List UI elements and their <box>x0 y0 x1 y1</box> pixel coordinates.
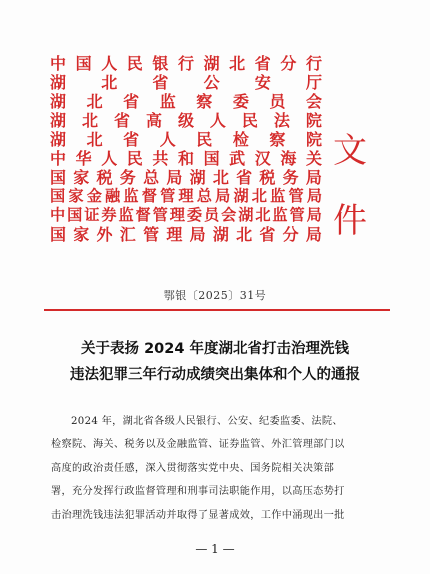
issuer-line <box>50 111 322 130</box>
issuer-char: 关 <box>305 149 322 168</box>
issuer-char: 民 <box>126 54 143 73</box>
issuer-char: 人 <box>101 149 118 168</box>
body-line: 高度的政治责任感，深入贯彻落实党中央、国务院相关决策部 <box>51 462 335 474</box>
issuer-char: 员 <box>203 206 220 224</box>
title-line-1: 关于表扬 2024 年度湖北省打击治理洗钱 <box>81 341 349 357</box>
issuer-char: 监 <box>270 187 286 205</box>
issuer-char: 国 <box>67 206 83 224</box>
issuer-char: 理 <box>178 187 194 205</box>
issuer-char: 国 <box>50 187 66 205</box>
issuer-line <box>50 149 322 168</box>
issuer-char: 会 <box>221 206 237 224</box>
issuer-char: 国 <box>50 225 67 244</box>
issuer-char: 北 <box>86 92 103 111</box>
issuer-char: 外 <box>96 225 113 244</box>
issuer-char: 省 <box>113 111 130 130</box>
issuer-char: 北 <box>81 111 98 130</box>
issuer-char: 监 <box>123 187 139 205</box>
issuer-char: 委 <box>186 206 203 224</box>
issuer-line <box>50 73 322 92</box>
issuer-char: 监 <box>118 206 134 224</box>
issuer-char: 中 <box>50 54 67 73</box>
issuer-char: 总 <box>196 187 212 205</box>
issuer-char: 总 <box>143 168 160 187</box>
issuer-char: 湖 <box>203 54 220 73</box>
issuer-char: 局 <box>166 168 183 187</box>
issuer-char: 省 <box>123 130 140 149</box>
issuer-char: 共 <box>152 149 169 168</box>
issuer-char: 督 <box>141 187 157 205</box>
issuer-char: 局 <box>189 225 206 244</box>
issuer-char: 北 <box>86 130 103 149</box>
issuer-char: 局 <box>305 225 322 244</box>
issuer-char: 税 <box>259 168 276 187</box>
issuer-char: 行 <box>305 54 322 73</box>
issuer-char: 家 <box>68 187 84 205</box>
issuer-char: 院 <box>305 111 322 130</box>
issuer-char: 务 <box>119 168 136 187</box>
issuer-char: 省 <box>259 225 276 244</box>
issuer-char: 管 <box>289 206 305 224</box>
issuer-char: 证 <box>84 206 100 224</box>
issuer-line <box>50 130 322 149</box>
issuer-char: 法 <box>273 111 290 130</box>
issuer-line <box>50 54 322 73</box>
page-number: — 1 — <box>195 542 235 556</box>
issuer-line <box>50 225 322 244</box>
issuer-char: 人 <box>159 130 176 149</box>
issuer-char: 察 <box>196 92 213 111</box>
issuer-char: 分 <box>280 54 297 73</box>
body-text <box>51 410 379 527</box>
issuer-char: 会 <box>305 92 322 111</box>
issuer-char: 融 <box>105 187 121 205</box>
issuer-char: 务 <box>282 168 299 187</box>
issuer-char: 厅 <box>305 73 322 92</box>
issuer-char: 北 <box>212 168 229 187</box>
issuer-char: 人 <box>209 111 226 130</box>
issuer-char: 管 <box>288 187 304 205</box>
issuer-char: 委 <box>232 92 249 111</box>
issuer-char: 华 <box>75 149 92 168</box>
issuer-char: 行 <box>177 54 194 73</box>
issuer-char: 湖 <box>50 130 67 149</box>
issuer-char: 省 <box>152 73 169 92</box>
issuer-char: 湖 <box>50 73 67 92</box>
issuer-char: 级 <box>177 111 194 130</box>
issuer-line <box>50 187 322 206</box>
issuer-char: 理 <box>169 206 185 224</box>
issuer-char: 局 <box>306 187 322 205</box>
issuer-char: 湖 <box>233 187 249 205</box>
issuer-char: 国 <box>75 54 92 73</box>
issuer-char: 理 <box>166 225 183 244</box>
issuer-char: 局 <box>305 168 322 187</box>
body-line: 署，充分发挥行政监督管理和刑事司法职能作用，以高压态势打 <box>51 486 345 498</box>
issuer-char: 和 <box>177 149 194 168</box>
issuer-char: 省 <box>254 54 271 73</box>
document-mark: 文件 <box>333 131 363 241</box>
issuer-char: 管 <box>160 187 176 205</box>
issuer-char: 海 <box>280 149 297 168</box>
issuer-char: 券 <box>101 206 117 224</box>
issuer-line <box>50 92 322 111</box>
issuer-char: 高 <box>145 111 162 130</box>
issuer-char: 员 <box>269 92 286 111</box>
issuer-char: 民 <box>196 130 213 149</box>
issuer-char: 省 <box>123 92 140 111</box>
issuer-char: 局 <box>215 187 231 205</box>
issuer-char: 北 <box>255 206 271 224</box>
issuer-char: 监 <box>159 92 176 111</box>
issuer-char: 湖 <box>212 225 229 244</box>
issuer-char: 分 <box>282 225 299 244</box>
issuer-char: 中 <box>50 149 67 168</box>
issuer-char: 公 <box>203 73 220 92</box>
issuer-char: 湖 <box>189 168 206 187</box>
issuer-char: 局 <box>306 206 322 224</box>
issuer-char: 北 <box>251 187 267 205</box>
title-line-2: 违法犯罪三年行动成绩突出集体和个人的通报 <box>70 367 360 383</box>
issuer-char: 督 <box>135 206 151 224</box>
issuer-char: 家 <box>73 168 90 187</box>
issuer-char: 湖 <box>50 92 67 111</box>
issuer-char: 安 <box>254 73 271 92</box>
issuer-char: 检 <box>232 130 249 149</box>
issuer-char: 人 <box>101 54 118 73</box>
issuer-char: 北 <box>236 225 253 244</box>
issuer-char: 银 <box>152 54 169 73</box>
body-line: 检察院、海关、税务以及金融监管、证券监管、外汇管理部门以 <box>51 439 345 451</box>
issuer-char: 汉 <box>254 149 271 168</box>
issuer-char: 北 <box>229 54 246 73</box>
issuer-char: 管 <box>152 206 168 224</box>
issuer-char: 民 <box>241 111 258 130</box>
issuer-char: 湖 <box>238 206 254 224</box>
document-number: 鄂银〔2025〕31号 <box>163 289 267 302</box>
notice-title <box>50 336 380 388</box>
issuer-char: 民 <box>126 149 143 168</box>
issuer-list <box>50 54 322 244</box>
issuer-char: 家 <box>73 225 90 244</box>
issuer-char: 国 <box>203 149 220 168</box>
issuer-char: 监 <box>272 206 288 224</box>
issuer-char: 国 <box>50 168 67 187</box>
body-line: 击治理洗钱违法犯罪活动并取得了显著成效，工作中涌现出一批 <box>51 509 345 521</box>
issuer-char: 北 <box>101 73 118 92</box>
body-line: 2024 年，湖北省各级人民银行、公安、纪委监委、法院、 <box>71 416 343 427</box>
issuer-char: 税 <box>96 168 113 187</box>
issuer-char: 管 <box>143 225 160 244</box>
issuer-char: 院 <box>305 130 322 149</box>
issuer-char: 湖 <box>50 111 67 130</box>
issuer-char: 中 <box>50 206 66 224</box>
issuer-line <box>50 168 322 187</box>
issuer-char: 金 <box>86 187 102 205</box>
issuer-line <box>50 206 322 225</box>
issuer-char: 省 <box>236 168 253 187</box>
issuer-char: 察 <box>269 130 286 149</box>
issuer-char: 汇 <box>119 225 136 244</box>
issuer-char: 武 <box>229 149 246 168</box>
red-divider <box>44 309 390 311</box>
